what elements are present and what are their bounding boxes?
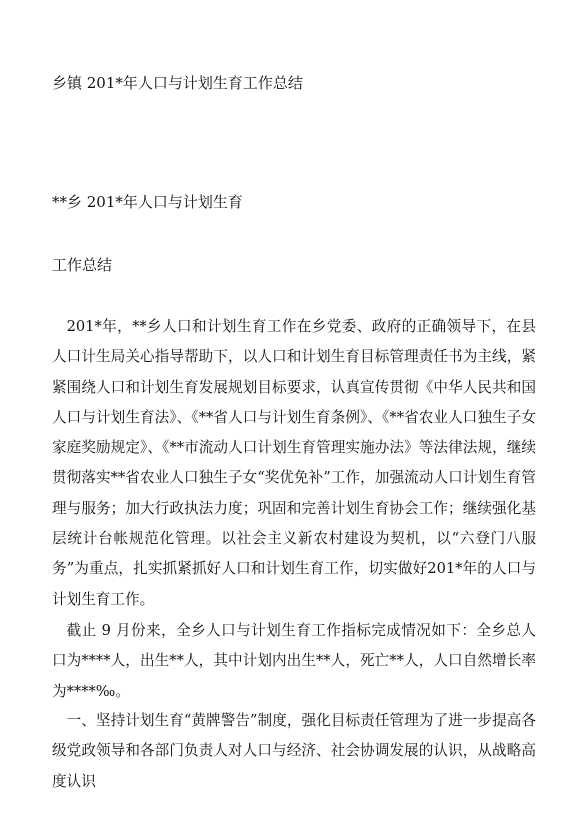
paragraph-statistics: 截止 9 月份来，全乡人口与计划生育工作指标完成情况如下：全乡总人口为****人，出生**人，其中计划内出生**人，死亡**人，人口自然增长率为****‰。 [52, 622, 536, 700]
paragraph-summary: 201*年，**乡人口和计划生育工作在乡党委、政府的正确领导下，在县人口计生局关心指导帮助下，以人口和计划生育目标管理责任书为主线，紧紧围绕人口和计划生育发展规划目标要求，认真宣传贯彻《中华人民共和国人口与计划生育法》、《**省人口与计划生育条例》、《**省农业人口独生子女家庭奖励规定》、《**市流动人口计划生育管理实施办法》等法律法规，继续贯彻落实**省农业人口独生子女“奖优免补”工作，加强流动人口计划生育管理与服务；加大行政执法力度；巩固和完善计划生育协会工作；继续强化基层统计台帐规范化管理。以社会主义新农村建设为契机，以“六登门八服务”为重点，扎实抓紧抓好人口和计划生育工作，切实做好201*年的人口与计划生育工作。 [52, 318, 536, 608]
document-subtitle-continued: 工作总结 [52, 256, 113, 274]
document-subtitle: **乡 201*年人口与计划生育 [52, 193, 243, 211]
document-title: 乡镇 201*年人口与计划生育工作总结 [52, 74, 303, 92]
paragraph-section-one: 一、坚持计划生育“黄牌警告”制度，强化目标责任管理为了进一步提高各级党政领导和各部门负责人对人口与经济、社会协调发展的认识，从战略高度认识 [52, 712, 536, 790]
